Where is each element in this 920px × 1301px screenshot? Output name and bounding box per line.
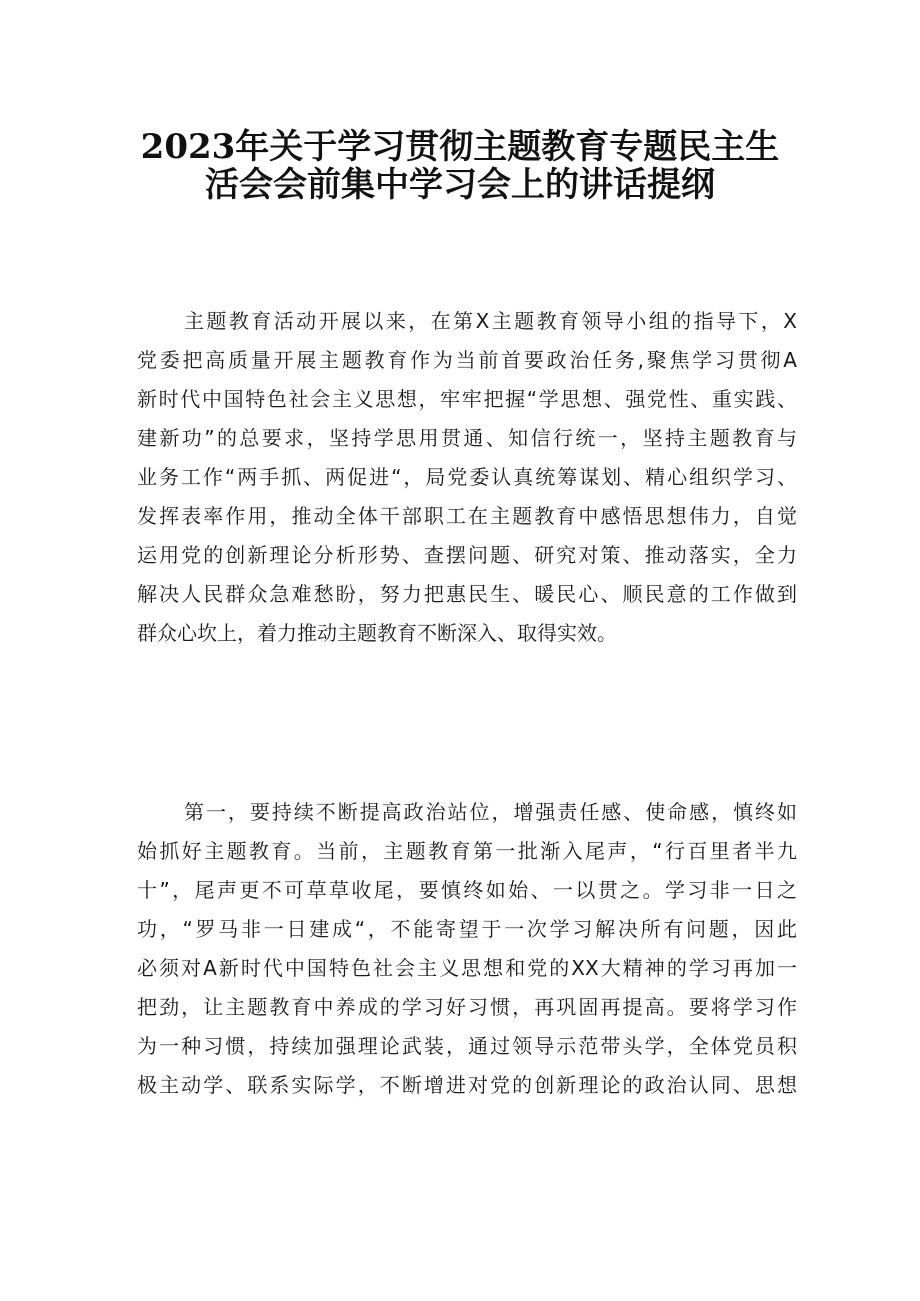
paragraph-line: 极主动学、联系实际学，不断增进对党的创新理论的政治认同、思想 (137, 1073, 797, 1097)
paragraph-first-point (137, 793, 797, 1105)
paragraph-line: 功，“罗马非一日建成“，不能寄望于一次学习解决所有问题，因此 (137, 917, 797, 941)
paragraph-intro (137, 302, 797, 653)
paragraph-line: 运用党的创新理论分析形势、查摆问题、研究对策、推动落实，全力 (137, 543, 797, 567)
paragraph-line: 解决人民群众急难愁盼，努力把惠民生、暖民心、顺民意的工作做到 (137, 582, 797, 606)
paragraph-line: 建新功”的总要求，坚持学思用贯通、知信行统一，坚持主题教育与 (137, 426, 797, 450)
paragraph-line: 十”，尾声更不可草草收尾，要慎终如始、一以贯之。学习非一日之 (137, 878, 797, 902)
paragraph-line: 第一，要持续不断提高政治站位，增强责任感、使命感，慎终如 (184, 800, 797, 824)
paragraph-line: 群众心坎上，着力推动主题教育不断深入、取得实效。 (137, 621, 617, 645)
document-title-line-2: 活会会前集中学习会上的讲话提纲 (205, 165, 715, 205)
paragraph-line: 为一种习惯，持续加强理论武装，通过领导示范带头学，全体党员积 (137, 1034, 797, 1058)
paragraph-line: 新时代中国特色社会主义思想，牢牢把握“学思想、强党性、重实践、 (137, 387, 797, 411)
paragraph-line: 必须对A新时代中国特色社会主义思想和党的XX大精神的学习再加一 (137, 956, 797, 980)
paragraph-line: 始抓好主题教育。当前，主题教育第一批渐入尾声，“行百里者半九 (137, 839, 797, 863)
document-title-line-1: 2023年关于学习贯彻主题教育专题民主生 (140, 127, 780, 167)
paragraph-line: 主题教育活动开展以来，在第X主题教育领导小组的指导下，X (184, 309, 797, 333)
paragraph-line: 业务工作“两手抓、两促进“，局党委认真统筹谋划、精心组织学习、 (137, 465, 797, 489)
paragraph-line: 党委把高质量开展主题教育作为当前首要政治任务,聚焦学习贯彻A (137, 348, 797, 372)
paragraph-line: 发挥表率作用，推动全体干部职工在主题教育中感悟思想伟力，自觉 (137, 504, 797, 528)
paragraph-line: 把劲，让主题教育中养成的学习好习惯，再巩固再提高。要将学习作 (137, 995, 797, 1019)
